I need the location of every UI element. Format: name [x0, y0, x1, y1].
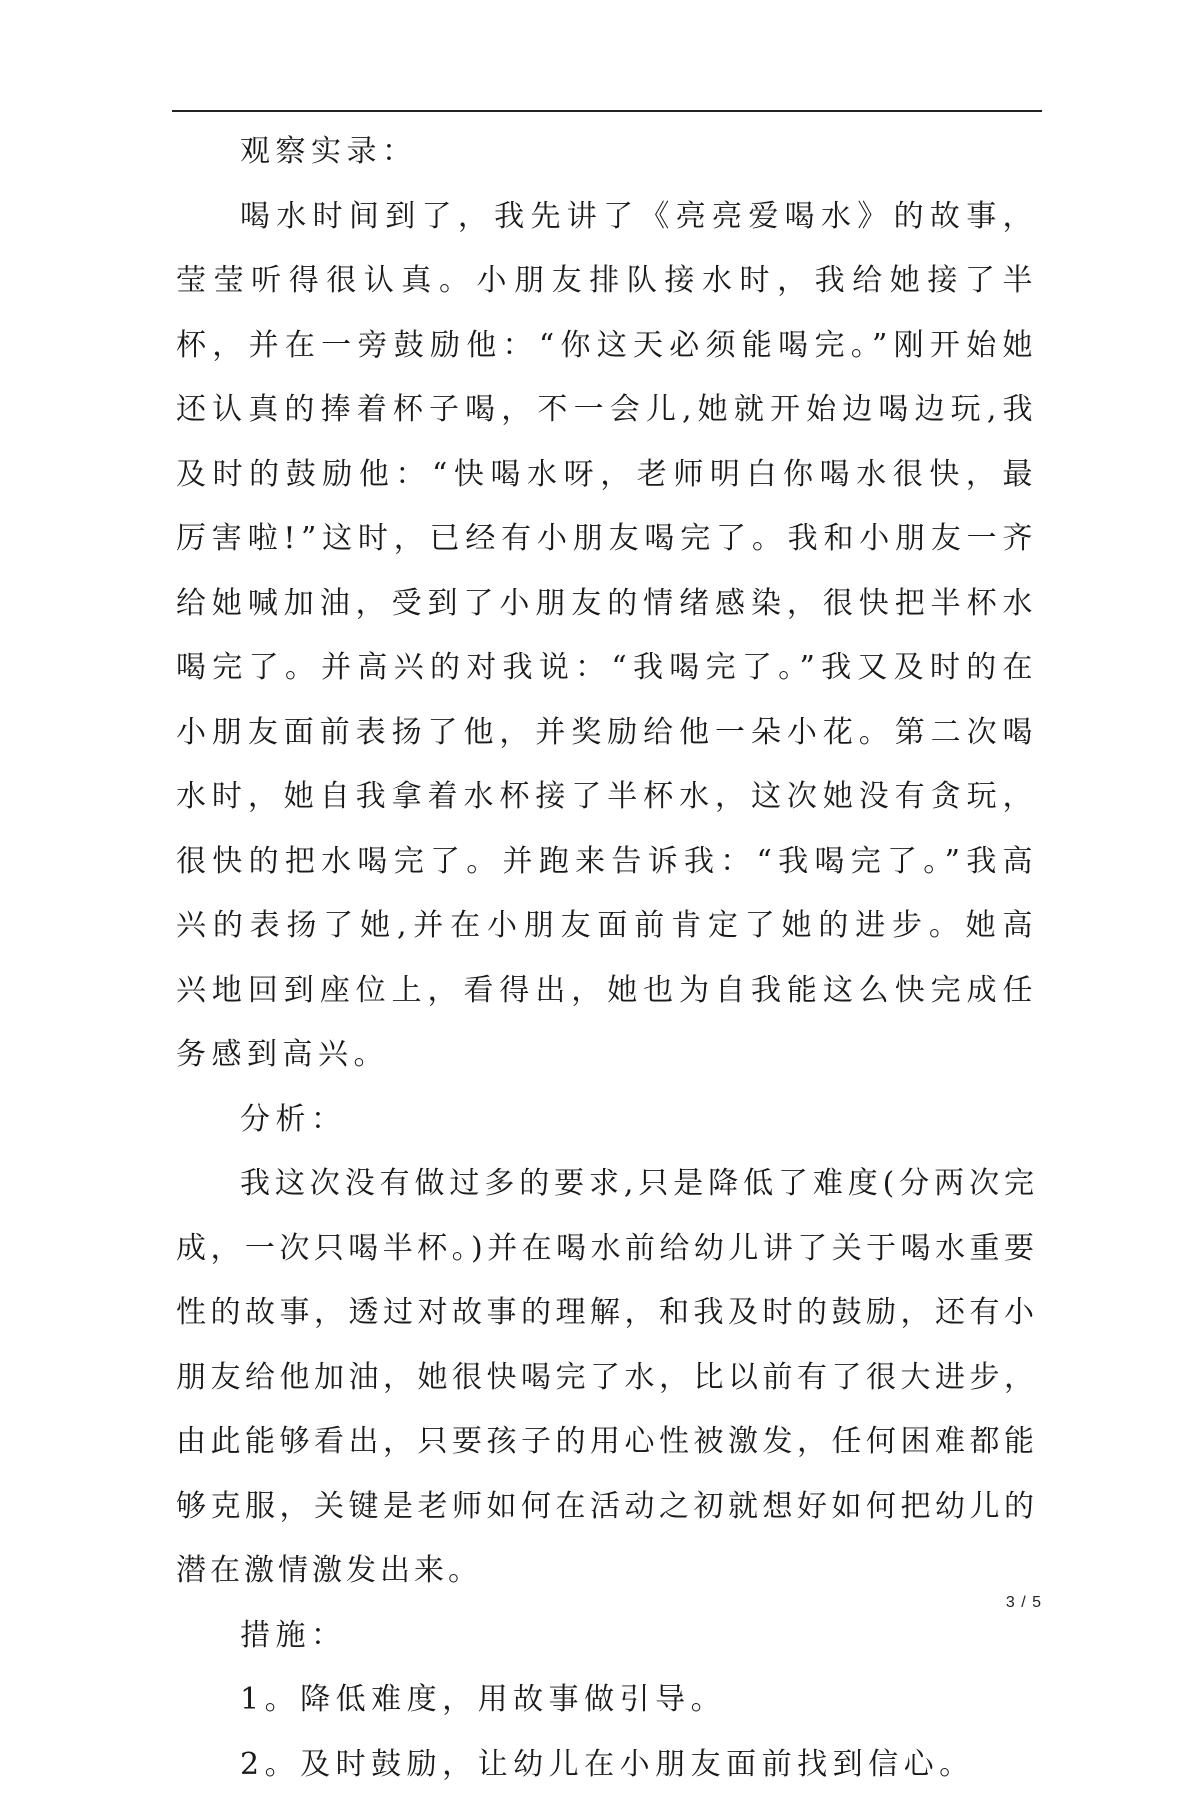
paragraph-analysis: 我这次没有做过多的要求,只是降低了难度(分两次完成，一次只喝半杯。)并在喝水前给幼儿讲了关于喝水重要性的故事，透过对故事的理解，和我及时的鼓励，还有小朋友给他加油，她很快喝完了水，比以前有了很大进步，由此能够看出，只要孩子的用心性被激发，任何困难都能够克服，关键是老师如何在活动之初就想好如何把幼儿的潜在激情激发出来。 — [176, 1152, 1038, 1604]
section-heading-measures: 措施： — [176, 1604, 1038, 1669]
section-heading-analysis: 分析： — [176, 1088, 1038, 1153]
document-body — [176, 120, 1038, 1797]
paragraph-observation: 喝水时间到了，我先讲了《亮亮爱喝水》的故事，莹莹听得很认真。小朋友排队接水时，我给她接了半杯，并在一旁鼓励他：“你这天必须能喝完。”刚开始她还认真的捧着杯子喝，不一会儿,她就开始边喝边玩,我及时的鼓励他：“快喝水呀，老师明白你喝水很快，最厉害啦!”这时，已经有小朋友喝完了。我和小朋友一齐给她喊加油，受到了小朋友的情绪感染，很快把半杯水喝完了。并高兴的对我说：“我喝完了。”我又及时的在小朋友面前表扬了他，并奖励给他一朵小花。第二次喝水时，她自我拿着水杯接了半杯水，这次她没有贪玩，很快的把水喝完了。并跑来告诉我：“我喝完了。”我高兴的表扬了她,并在小朋友面前肯定了她的进步。她高兴地回到座位上，看得出，她也为自我能这么快完成任务感到高兴。 — [176, 185, 1038, 1088]
header-rule — [172, 110, 1042, 112]
section-heading-observation: 观察实录： — [176, 120, 1038, 185]
measure-item-1: 1。降低难度，用故事做引导。 — [176, 1668, 1038, 1733]
page-number: 3 / 5 — [1006, 1594, 1042, 1612]
measure-item-2: 2。及时鼓励，让幼儿在小朋友面前找到信心。 — [176, 1733, 1038, 1797]
